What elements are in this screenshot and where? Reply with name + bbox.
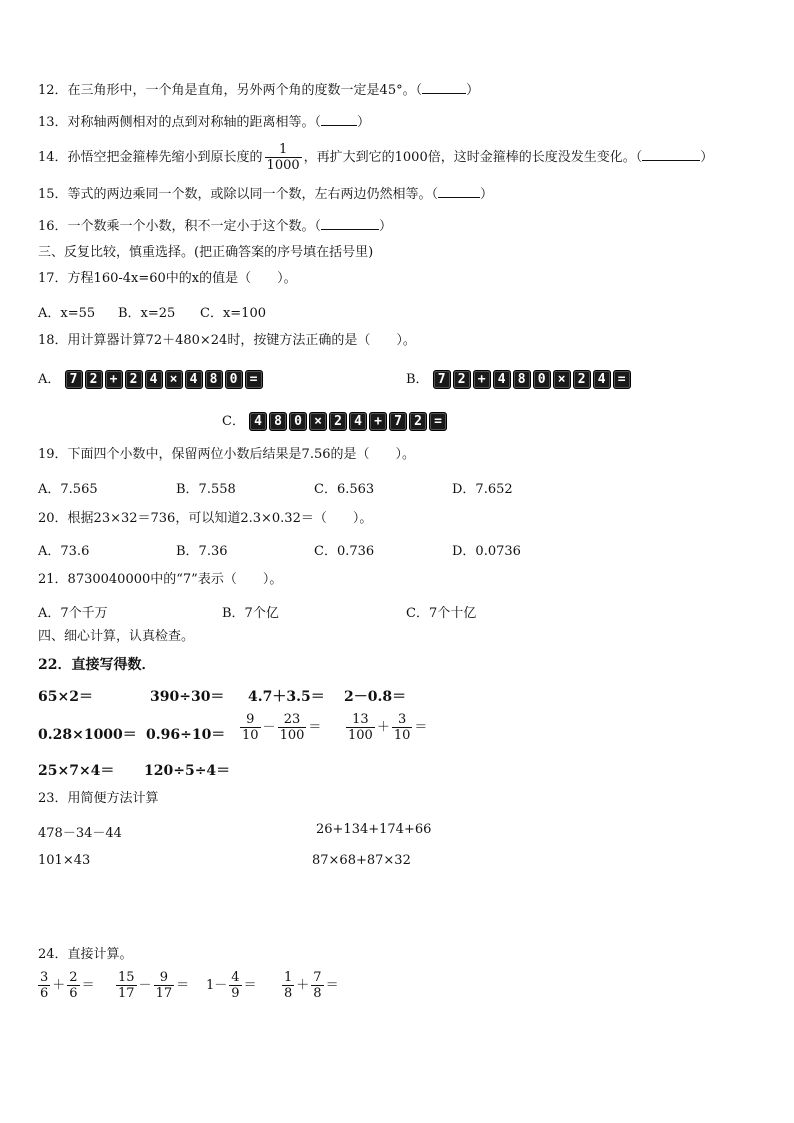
question-14 xyxy=(38,142,713,173)
calculator-key: = xyxy=(429,412,447,431)
calculator-key: 4 xyxy=(249,412,267,431)
question-13-text: 13．对称轴两侧相对的点到对称轴的距离相等。（ xyxy=(38,115,322,130)
question-12-text: 12．在三角形中，一个角是直角，另外两个角的度数一定是45°。（ xyxy=(38,83,423,98)
calculator-key: + xyxy=(105,370,123,389)
calculator-key: 7 xyxy=(433,370,451,389)
q18-option-c-label: C． xyxy=(222,414,245,429)
frac-numerator: 9 xyxy=(159,970,168,985)
frac-numerator: 23 xyxy=(283,712,301,727)
q22-r1-item3: 4.7＋3.5＝ xyxy=(248,689,325,705)
q22-r2-item1: 0.28×1000＝ xyxy=(38,727,137,743)
q19-option-d[interactable]: D．7.652 xyxy=(452,482,513,497)
answer-blank-16[interactable] xyxy=(321,218,379,230)
calculator-key: × xyxy=(553,370,571,389)
frac-numerator: 13 xyxy=(352,712,369,727)
q21-option-b[interactable]: B．7个亿 xyxy=(222,606,279,621)
q21-option-a[interactable]: A．7个千万 xyxy=(38,606,108,621)
equals: ＝ xyxy=(81,978,95,993)
calculator-key: 4 xyxy=(145,370,163,389)
q22-r3-item2: 120÷5÷4＝ xyxy=(144,763,231,779)
q23-item4: 87×68+87×32 xyxy=(312,853,411,868)
q22-r1-item4: 2－0.8＝ xyxy=(344,689,407,705)
q24-expr4 xyxy=(280,970,339,1001)
q20-option-d[interactable]: D．0.0736 xyxy=(452,544,521,559)
answer-blank-14[interactable] xyxy=(642,149,700,161)
section-3-heading: 三、反复比较，慎重选择。(把正确答案的序号填在括号里) xyxy=(38,245,374,260)
question-16-text: 16．一个数乘一个小数，积不一定小于这个数。（ xyxy=(38,219,322,234)
frac-numerator: 3 xyxy=(40,970,49,985)
equals: ＝ xyxy=(325,978,339,993)
q24-expr3 xyxy=(206,970,257,1001)
question-19-text: 19．下面四个小数中，保留两位小数后结果是7.56的是（ ）。 xyxy=(38,447,415,462)
q18-option-c-keys xyxy=(249,412,447,431)
frac-denominator: 17 xyxy=(155,986,173,1001)
frac-denominator: 100 xyxy=(279,728,305,743)
q18-option-a-keys xyxy=(65,370,263,389)
frac-denominator: 100 xyxy=(348,728,373,743)
calculator-key: 2 xyxy=(125,370,143,389)
q22-r2-frac-expr2 xyxy=(344,712,427,743)
q20-option-c[interactable]: C．0.736 xyxy=(314,544,375,559)
frac-numerator: 4 xyxy=(231,970,240,985)
calculator-key: 8 xyxy=(513,370,531,389)
calculator-key: + xyxy=(473,370,491,389)
calculator-key: 0 xyxy=(533,370,551,389)
calculator-key: 0 xyxy=(225,370,243,389)
question-12 xyxy=(38,82,479,100)
frac-numerator: 1 xyxy=(278,142,288,157)
question-22-title: 22．直接写得数． xyxy=(38,657,156,673)
q22-r2-frac-expr1 xyxy=(238,712,321,743)
q19-option-c[interactable]: C．6.563 xyxy=(314,482,375,497)
frac-denominator: 17 xyxy=(118,986,135,1001)
question-24-title: 24．直接计算。 xyxy=(38,947,133,962)
question-14-close: ） xyxy=(700,150,714,165)
q22-r1-item1: 65×2＝ xyxy=(38,689,93,705)
calculator-key: 4 xyxy=(593,370,611,389)
q18-option-b-keys xyxy=(433,370,631,389)
frac-numerator: 3 xyxy=(397,712,407,727)
question-16-close: ） xyxy=(379,219,393,234)
question-16 xyxy=(38,218,392,236)
calculator-key: = xyxy=(613,370,631,389)
operator: － xyxy=(262,720,276,735)
frac-denominator: 8 xyxy=(313,986,322,1001)
equals: ＝ xyxy=(176,978,190,993)
calculator-key: 4 xyxy=(185,370,203,389)
q23-item3: 101×43 xyxy=(38,853,91,868)
frac-denominator: 6 xyxy=(40,986,49,1001)
equals: ＝ xyxy=(414,720,428,735)
question-15-text: 15．等式的两边乘同一个数，或除以同一个数，左右两边仍然相等。（ xyxy=(38,187,439,202)
calculator-key: 4 xyxy=(349,412,367,431)
question-15-close: ） xyxy=(480,187,494,202)
q17-option-a[interactable]: A．x=55 xyxy=(38,306,96,321)
q17-option-b[interactable]: B．x=25 xyxy=(118,306,176,321)
whole-number: 1－ xyxy=(206,978,228,993)
q22-r2-item2: 0.96÷10＝ xyxy=(146,727,226,743)
answer-blank-13[interactable] xyxy=(321,114,357,126)
question-18-text: 18．用计算器计算72＋480×24时，按键方法正确的是（ ）。 xyxy=(38,333,416,348)
calculator-key: = xyxy=(245,370,263,389)
operator: ＋ xyxy=(52,978,66,993)
question-23-title: 23．用简便方法计算 xyxy=(38,791,159,806)
calculator-key: 2 xyxy=(453,370,471,389)
frac-numerator: 2 xyxy=(69,970,78,985)
question-13-close: ） xyxy=(357,115,371,130)
frac-denominator: 1000 xyxy=(266,158,300,173)
operator: － xyxy=(138,978,152,993)
q18-option-c[interactable] xyxy=(222,410,447,431)
operator: ＋ xyxy=(296,978,310,993)
calculator-key: 8 xyxy=(269,412,287,431)
calculator-key: 4 xyxy=(493,370,511,389)
frac-numerator: 1 xyxy=(284,970,293,985)
q24-expr1 xyxy=(36,970,95,1001)
question-20-text: 20．根据23×32＝736，可以知道2.3×0.32＝（ ）。 xyxy=(38,511,373,526)
question-14-pre: 14．孙悟空把金箍棒先缩小到原长度的 xyxy=(38,150,263,165)
frac-numerator: 9 xyxy=(246,712,255,727)
q18-option-a-label: A． xyxy=(38,372,61,387)
question-21-text: 21．8730040000中的“7”表示（ ）。 xyxy=(38,572,283,587)
calculator-key: × xyxy=(309,412,327,431)
calculator-key: 0 xyxy=(289,412,307,431)
q18-option-a[interactable] xyxy=(38,368,263,389)
calculator-key: × xyxy=(165,370,183,389)
question-13 xyxy=(38,114,370,132)
q20-option-a[interactable]: A．73.6 xyxy=(38,544,90,559)
question-17-text: 17．方程160-4x=60中的x的值是（ ）。 xyxy=(38,271,297,286)
q20-option-b[interactable]: B．7.36 xyxy=(176,544,228,559)
question-15 xyxy=(38,186,493,204)
question-14-post: ，再扩大到它的1000倍，这时金箍棒的长度没发生变化。（ xyxy=(303,150,643,165)
q18-option-b[interactable] xyxy=(406,368,631,389)
calculator-key: 7 xyxy=(65,370,83,389)
calculator-key: + xyxy=(369,412,387,431)
answer-blank-15[interactable] xyxy=(438,186,480,198)
calculator-key: 8 xyxy=(205,370,223,389)
calculator-key: 2 xyxy=(329,412,347,431)
section-4-heading: 四、细心计算，认真检查。 xyxy=(38,629,195,644)
frac-denominator: 10 xyxy=(242,728,259,743)
frac-numerator: 7 xyxy=(313,970,322,985)
q18-option-b-label: B． xyxy=(406,372,429,387)
q19-option-a[interactable]: A．7.565 xyxy=(38,482,98,497)
calculator-key: 2 xyxy=(409,412,427,431)
frac-denominator: 8 xyxy=(284,986,293,1001)
q23-item2: 26+134+174+66 xyxy=(316,822,432,837)
q21-option-c[interactable]: C．7个十亿 xyxy=(406,606,477,621)
answer-blank-12[interactable] xyxy=(422,82,466,94)
q22-r3-item1: 25×7×4＝ xyxy=(38,763,115,779)
q17-option-c[interactable]: C．x=100 xyxy=(200,306,266,321)
frac-denominator: 9 xyxy=(231,986,240,1001)
q22-r1-item2: 390÷30＝ xyxy=(150,689,225,705)
equals: ＝ xyxy=(243,978,257,993)
calculator-key: 2 xyxy=(573,370,591,389)
equals: ＝ xyxy=(308,720,322,735)
frac-numerator: 15 xyxy=(118,970,135,985)
q19-option-b[interactable]: B．7.558 xyxy=(176,482,236,497)
q23-item1: 478－34－44 xyxy=(38,826,122,841)
q24-expr2 xyxy=(114,970,189,1001)
frac-denominator: 10 xyxy=(393,728,411,743)
fraction-1-1000 xyxy=(265,142,302,173)
calculator-key: 2 xyxy=(85,370,103,389)
frac-denominator: 6 xyxy=(69,986,78,1001)
calculator-key: 7 xyxy=(389,412,407,431)
question-12-close: ） xyxy=(466,83,480,98)
operator: ＋ xyxy=(376,720,390,735)
